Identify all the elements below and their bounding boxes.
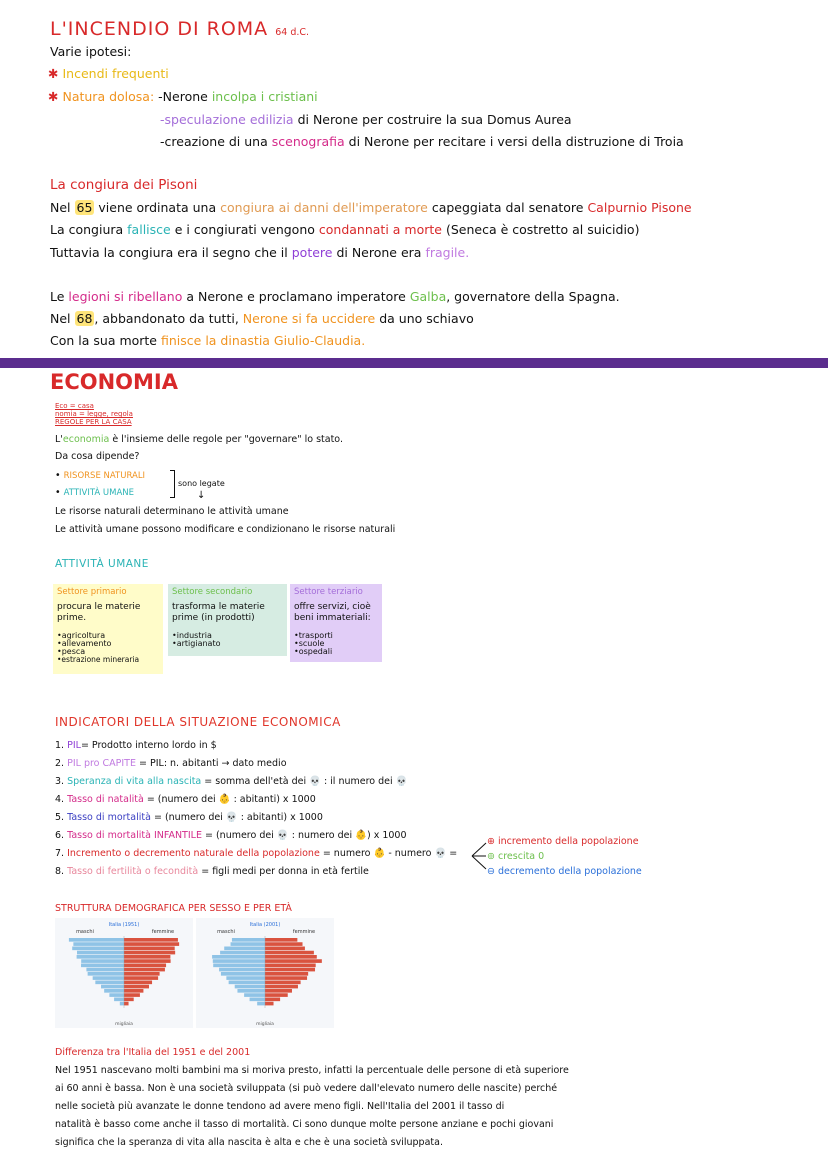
indicator-row — [55, 794, 316, 805]
differenza-line: natalità è basso come anche il tasso di mortalità. Ci sono dunque molte persone anziane e pochi giovani — [55, 1119, 554, 1130]
pyramid-bar-female — [265, 989, 292, 993]
pyramid-bar-female — [265, 938, 297, 942]
l1-e: Calpurnio Pisone — [587, 200, 692, 215]
indicator-label: Incremento o decremento naturale della popolazione — [67, 848, 320, 859]
pyramid-bar-male — [81, 964, 124, 968]
pyramid-1951 — [55, 918, 193, 1028]
sub2-a: -creazione di una — [160, 134, 268, 149]
indicator-label: Tasso di mortalità INFANTILE — [67, 830, 202, 841]
sector-item: •trasporti — [294, 631, 333, 640]
def-c: è l'insieme delle regole per "governare" lo stato. — [112, 434, 343, 445]
differenza-title: Differenza tra l'Italia del 1951 e del 2001 — [55, 1047, 251, 1058]
sector-item: •scuole — [294, 639, 325, 648]
hypothesis-2-text: incolpa i cristiani — [211, 89, 318, 104]
sector-title: Settore primario — [57, 587, 127, 597]
outcome-minus-text: decremento della popolazione — [498, 866, 642, 877]
sub1-b: di Nerone per costruire la sua Domus Aurea — [297, 112, 572, 127]
pyramid-bar-male — [219, 968, 265, 972]
sub2-b: scenografia — [271, 134, 345, 149]
pyramid-bar-male — [69, 938, 124, 942]
pyramid-bar-male — [95, 981, 124, 985]
etym-2: nomia = legge, regola — [55, 410, 133, 418]
indicator-number: 2. — [55, 758, 65, 769]
sector-item: •ospedali — [294, 647, 333, 656]
sub-hypothesis-1 — [160, 112, 572, 127]
hypothesis-1 — [48, 66, 169, 81]
l6-a: Con la sua morte — [50, 333, 158, 348]
sector-desc: prime (in prodotti) — [172, 613, 255, 623]
l2-d: condannati a morte — [318, 222, 442, 237]
sector-desc: beni immateriali: — [294, 613, 371, 623]
pyramid-bar-male — [244, 993, 265, 997]
pyramid-1951-male-label: maschi — [76, 929, 94, 935]
pyramid-bar-male — [220, 951, 265, 955]
pyramid-bar-female — [124, 964, 166, 968]
economia-question: Da cosa dipende? — [55, 451, 140, 462]
indicator-label: PIL pro CAPITE — [67, 758, 136, 769]
pyramid-bar-female — [265, 1002, 274, 1006]
year-65: 65 — [76, 200, 93, 215]
indicator-number: 5. — [55, 812, 65, 823]
l4-e: , governatore della Spagna. — [446, 289, 620, 304]
l3-b: potere — [291, 245, 333, 260]
pyramid-bar-female — [124, 993, 140, 997]
pyramid-bar-male — [226, 976, 265, 980]
sector-title: Settore secondario — [172, 587, 253, 597]
pyramid-bar-male — [224, 947, 265, 951]
pyramid-bar-male — [114, 998, 124, 1002]
pyramid-1951-title: Italia (1951) — [108, 922, 140, 928]
pyramid-bar-male — [72, 947, 124, 951]
pyramid-bar-male — [213, 964, 265, 968]
outcome-minus — [487, 866, 642, 877]
pyramid-bar-female — [124, 938, 178, 942]
congiura-line-1 — [50, 200, 692, 215]
sector-terziario — [290, 584, 382, 662]
bullet-dot: • — [55, 470, 61, 481]
indicator-row — [55, 830, 407, 841]
linked-label: sono legate — [178, 479, 225, 488]
pyramid-bar-female — [265, 976, 307, 980]
l1-c: congiura ai danni dell'imperatore — [220, 200, 428, 215]
bullet-attivita-text: ATTIVITÀ UMANE — [63, 488, 135, 498]
plus-circle-icon: ⊕ — [487, 836, 495, 847]
pyramid-bar-female — [265, 964, 316, 968]
def-a: L' — [55, 434, 63, 445]
pyramid-bar-male — [73, 942, 124, 946]
indicator-text: = Prodotto interno lordo in $ — [80, 740, 217, 751]
pyramid-bar-male — [120, 1002, 124, 1006]
economia-rel-2: Le attività umane possono modificare e condizionano le risorse naturali — [55, 524, 396, 535]
sector-desc: offre servizi, cioè — [294, 602, 371, 612]
pyramid-bar-male — [231, 942, 265, 946]
sector-title: Settore terziario — [294, 587, 363, 597]
pyramid-2001-xlabel: migliaia — [256, 1022, 274, 1027]
flower-icon: ✱ — [48, 89, 59, 104]
sector-desc: procura le materie — [57, 602, 141, 612]
minus-circle-icon: ⊖ — [487, 866, 495, 877]
pyramid-bar-male — [213, 959, 265, 963]
indicator-label: Tasso di natalità — [67, 794, 144, 805]
indicator-number: 6. — [55, 830, 65, 841]
pyramid-bar-female — [124, 989, 143, 993]
indicator-text: = PIL: n. abitanti → dato medio — [139, 758, 287, 769]
indicator-number: 1. — [55, 740, 65, 751]
section-divider — [0, 358, 828, 368]
congiura-line-2 — [50, 222, 639, 237]
indicator-text: = figli medi per donna in età fertile — [201, 866, 369, 877]
outcome-zero-text: crescita 0 — [498, 851, 545, 862]
bullet-attivita — [55, 487, 134, 498]
pyramid-bar-male — [77, 955, 124, 959]
indicator-text: = somma dell'età dei 💀 : il numero dei 💀 — [204, 776, 408, 787]
pyramid-bar-male — [257, 1002, 265, 1006]
arrow-down-icon: ↓ — [197, 490, 206, 501]
bullet-risorse — [55, 470, 145, 481]
sub2-c: di Nerone per recitare i versi della distruzione di Troia — [348, 134, 684, 149]
sector-desc: prime. — [57, 613, 87, 623]
l2-e: (Seneca è costretto al suicidio) — [445, 222, 640, 237]
hypothesis-2 — [48, 89, 318, 104]
hypothesis-2-sep: -Nerone — [158, 89, 208, 104]
etym-3: REGOLE PER LA CASA — [55, 418, 132, 426]
pyramid-bar-male — [212, 955, 265, 959]
pyramid-bar-female — [124, 1002, 129, 1006]
pyramid-bar-female — [265, 942, 303, 946]
congiura-line-4 — [50, 289, 620, 304]
sector-primario — [53, 584, 163, 674]
pyramid-bar-male — [88, 972, 124, 976]
pyramid-bar-female — [265, 998, 280, 1002]
pyramid-bar-male — [77, 951, 124, 955]
sector-item: •agricoltura — [57, 631, 106, 640]
economia-title: ECONOMIA — [50, 370, 178, 394]
indicator-row — [55, 812, 323, 823]
l6-b: finisce la dinastia Giulio-Claudia. — [161, 333, 366, 348]
pyramid-bar-female — [124, 998, 134, 1002]
pyramid-bar-female — [124, 959, 171, 963]
year-68: 68 — [76, 311, 93, 326]
differenza-line: nelle società più avanzate le donne tendono ad avere meno figli. Nell'Italia del 2001 il tasso di — [55, 1101, 505, 1112]
pyramid-bar-female — [124, 985, 149, 989]
pyramid-1951-xlabel: migliaia — [115, 1022, 133, 1027]
pyramid-bar-male — [229, 981, 265, 985]
differenza-line: ai 60 anni è bassa. Non è una società sviluppata (si può vedere dall'elevato numero delle nascite) perché — [55, 1083, 558, 1094]
pyramid-bar-female — [265, 947, 305, 951]
incendio-intro: Varie ipotesi: — [50, 44, 132, 59]
indicator-number: 7. — [55, 848, 65, 859]
sector-item: •allevamento — [57, 639, 112, 648]
bullet-risorse-text: RISORSE NATURALI — [63, 471, 146, 481]
l4-b: legioni si ribellano — [68, 289, 183, 304]
indicatori-title: INDICATORI DELLA SITUAZIONE ECONOMICA — [55, 715, 341, 729]
l3-d: fragile. — [425, 245, 470, 260]
hypothesis-2-label: Natura dolosa: — [62, 89, 155, 104]
sector-item: •estrazione mineraria — [57, 655, 140, 664]
l1-d: capeggiata dal senatore — [431, 200, 584, 215]
pyramid-bar-male — [93, 976, 124, 980]
indicator-label: PIL — [67, 740, 81, 751]
indicator-number: 4. — [55, 794, 65, 805]
outcome-zero — [487, 851, 544, 862]
pyramid-bar-female — [265, 981, 301, 985]
struttura-title: STRUTTURA DEMOGRAFICA PER SESSO E PER ETÀ — [55, 903, 292, 914]
congiura-line-5 — [50, 311, 474, 326]
economia-rel-1: Le risorse naturali determinano le attività umane — [55, 506, 289, 517]
pyramid-bar-female — [124, 972, 160, 976]
bracket — [170, 470, 175, 498]
incendio-title-text: L'INCENDIO DI ROMA — [50, 18, 269, 40]
pyramid-2001-female-label: femmine — [292, 929, 316, 935]
pyramid-bar-female — [265, 968, 315, 972]
pyramid-1951-female-label: femmine — [151, 929, 175, 935]
pyramid-bar-female — [265, 972, 308, 976]
indicator-row — [55, 740, 217, 751]
pyramid-bar-female — [124, 947, 175, 951]
l4-c: a Nerone e proclamano imperatore — [186, 289, 406, 304]
indicator-row — [55, 776, 408, 787]
pyramid-bar-female — [124, 955, 170, 959]
sector-item: •pesca — [57, 647, 86, 656]
pyramid-bar-female — [265, 951, 314, 955]
congiura-line-6 — [50, 333, 365, 348]
etym-1: Eco = casa — [55, 402, 94, 410]
l3-c: di Nerone era — [336, 245, 422, 260]
l2-a: La congiura — [50, 222, 124, 237]
pyramid-bar-female — [124, 968, 165, 972]
indicator-row — [55, 866, 369, 877]
l4-d: Galba — [409, 289, 447, 304]
congiura-title: La congiura dei Pisoni — [50, 177, 198, 193]
pyramid-bar-male — [104, 989, 124, 993]
l2-b: fallisce — [127, 222, 171, 237]
congiura-line-3 — [50, 245, 469, 260]
flower-icon: ✱ — [48, 66, 59, 81]
indicator-label: Tasso di fertilità o fecondità — [67, 866, 199, 877]
pyramid-2001-male-label: maschi — [217, 929, 235, 935]
sub1-a: -speculazione edilizia — [160, 112, 294, 127]
pyramid-bar-male — [86, 968, 124, 972]
pyramid-bar-female — [124, 976, 158, 980]
pyramid-bar-female — [265, 959, 322, 963]
pyramid-bar-male — [81, 959, 124, 963]
differenza-line: Nel 1951 nascevano molti bambini ma si moriva presto, infatti la percentuale delle persone di età superiore — [55, 1065, 569, 1076]
outcome-plus-text: incremento della popolazione — [498, 836, 639, 847]
pyramid-2001-title: Italia (2001) — [249, 922, 281, 928]
pyramid-bar-female — [124, 942, 179, 946]
l2-c: e i congiurati vengono — [174, 222, 315, 237]
l4-a: Le — [50, 289, 65, 304]
indicator-number: 8. — [55, 866, 65, 877]
pyramid-bar-female — [124, 981, 152, 985]
indicator-number: 3. — [55, 776, 65, 787]
zero-circle-icon: ⊚ — [487, 851, 495, 862]
pyramid-bar-male — [235, 985, 265, 989]
indicator-row — [55, 848, 457, 859]
pyramid-bar-male — [232, 938, 265, 942]
pyramid-2001 — [196, 918, 334, 1028]
l3-a: Tuttavia la congiura era il segno che il — [50, 245, 288, 260]
attivita-title: ATTIVITÀ UMANE — [55, 558, 149, 570]
hypothesis-1-text: Incendi frequenti — [62, 66, 169, 81]
pyramid-bar-male — [109, 993, 124, 997]
sector-item: •artigianato — [172, 639, 221, 648]
l5-d: da uno schiavo — [379, 311, 474, 326]
incendio-title — [50, 18, 309, 40]
pyramid-bar-female — [265, 985, 298, 989]
incendio-date: 64 d.C. — [275, 27, 310, 38]
pyramid-bar-female — [265, 955, 317, 959]
indicator-text: = (numero dei 👶 : abitanti) x 1000 — [146, 794, 316, 805]
economia-def — [55, 434, 343, 445]
l5-b: , abbandonato da tutti, — [94, 311, 239, 326]
differenza-line: significa che la speranza di vita alla nascita è alta e che è una società sviluppata. — [55, 1137, 443, 1148]
pyramid-bar-male — [250, 998, 265, 1002]
pyramid-bar-male — [221, 972, 265, 976]
indicator-label: Tasso di mortalità — [67, 812, 151, 823]
indicator-text: = (numero dei 💀 : numero dei 👶) x 1000 — [204, 830, 407, 841]
pyramid-bar-female — [265, 993, 288, 997]
l5-a: Nel — [50, 311, 71, 326]
indicator-label: Speranza di vita alla nascita — [67, 776, 202, 787]
indicator-row — [55, 758, 287, 769]
pyramid-bar-male — [237, 989, 265, 993]
sub-hypothesis-2 — [160, 134, 684, 149]
l5-c: Nerone si fa uccidere — [242, 311, 376, 326]
indicator-text: = (numero dei 💀 : abitanti) x 1000 — [153, 812, 323, 823]
def-b: economia — [62, 434, 110, 445]
pyramid-bar-male — [101, 985, 124, 989]
sector-item: •industria — [172, 631, 212, 640]
indicator-text: = numero 👶 - numero 💀 = — [322, 848, 458, 859]
bullet-dot: • — [55, 487, 61, 498]
sector-desc: trasforma le materie — [172, 602, 265, 612]
outcome-plus — [487, 836, 639, 847]
l1-a: Nel — [50, 200, 71, 215]
sector-secondario — [168, 584, 287, 656]
l1-b: viene ordinata una — [98, 200, 217, 215]
pyramid-bar-female — [124, 951, 175, 955]
